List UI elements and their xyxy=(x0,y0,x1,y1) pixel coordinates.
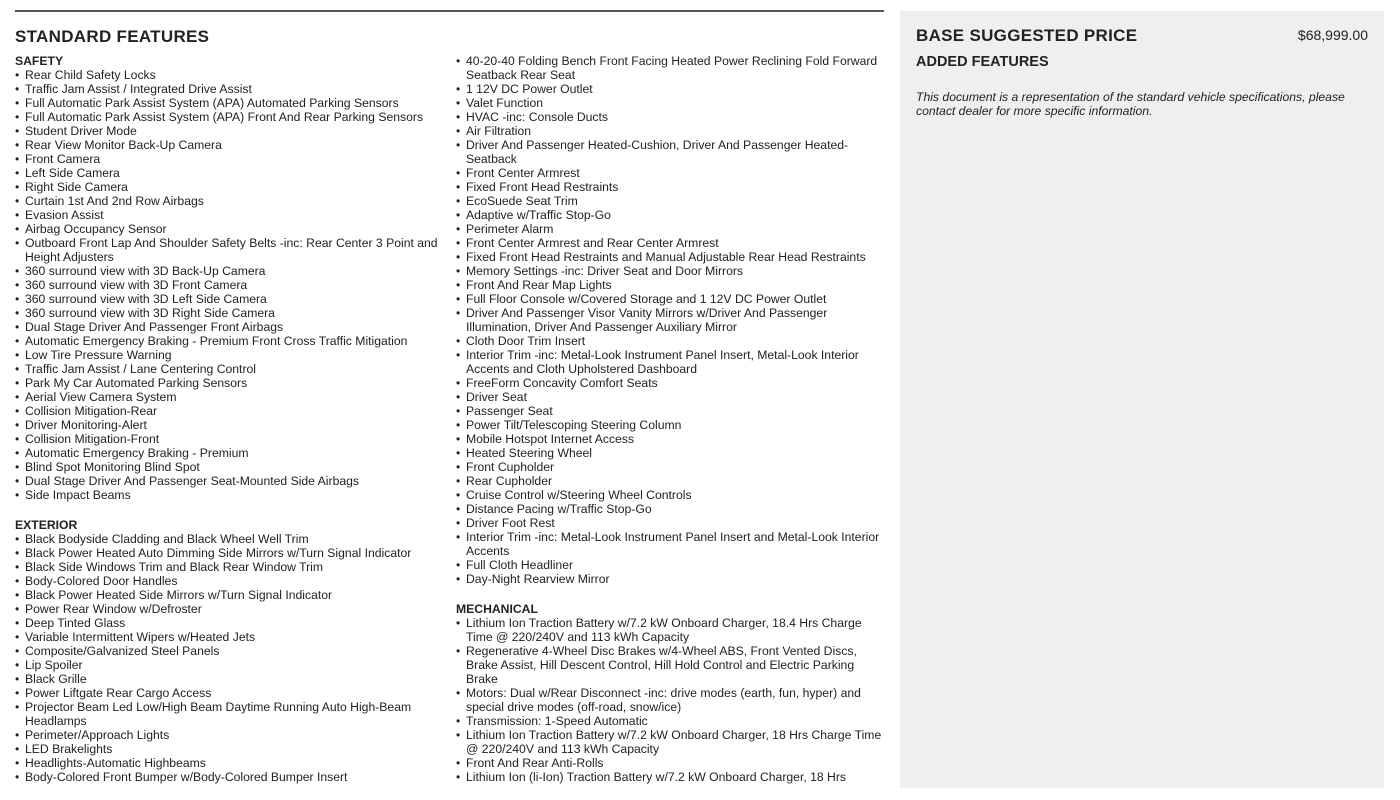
safety-feature-item: • Airbag Occupancy Sensor xyxy=(15,222,440,236)
mechanical-section xyxy=(456,602,882,784)
safety-feature-item: • Full Automatic Park Assist System (APA) Front And Rear Parking Sensors xyxy=(15,110,440,124)
safety-feature-item: • Curtain 1st And 2nd Row Airbags xyxy=(15,194,440,208)
safety-feature-item: • Dual Stage Driver And Passenger Front Airbags xyxy=(15,320,440,334)
interior-feature-item: • Mobile Hotspot Internet Access xyxy=(456,432,882,446)
safety-feature-item: • Traffic Jam Assist / Lane Centering Control xyxy=(15,362,440,376)
safety-feature-item: • Left Side Camera xyxy=(15,166,440,180)
safety-feature-item: • Traffic Jam Assist / Integrated Drive Assist xyxy=(15,82,440,96)
safety-feature-item: • Driver Monitoring-Alert xyxy=(15,418,440,432)
safety-feature-item: • 360 surround view with 3D Front Camera xyxy=(15,278,440,292)
safety-feature-item: • Aerial View Camera System xyxy=(15,390,440,404)
interior-feature-item: • Valet Function xyxy=(456,96,882,110)
safety-feature-item: • 360 surround view with 3D Back-Up Camera xyxy=(15,264,440,278)
safety-feature-item: • 360 surround view with 3D Right Side Camera xyxy=(15,306,440,320)
interior-feature-item: • Day-Night Rearview Mirror xyxy=(456,572,882,586)
safety-feature-item: • Right Side Camera xyxy=(15,180,440,194)
mechanical-feature-item: • Lithium Ion Traction Battery w/7.2 kW Onboard Charger, 18.4 Hrs Charge Time @ 220/240V and 113 kWh Capacity xyxy=(456,616,882,644)
page-title: STANDARD FEATURES xyxy=(15,27,210,46)
mechanical-feature-item: • Front And Rear Anti-Rolls xyxy=(456,756,882,770)
exterior-feature-item: • Headlights-Automatic Highbeams xyxy=(15,756,440,770)
interior-feature-item: • Interior Trim -inc: Metal-Look Instrument Panel Insert, Metal-Look Interior Accents and Cloth Upholstered Dashboard xyxy=(456,348,882,376)
interior-feature-item: • Driver And Passenger Heated-Cushion, Driver And Passenger Heated-Seatback xyxy=(456,138,882,166)
mechanical-feature-item: • Regenerative 4-Wheel Disc Brakes w/4-Wheel ABS, Front Vented Discs, Brake Assist, Hill Descent Control, Hill Hold Control and Electric Parking Brake xyxy=(456,644,882,686)
interior-feature-item: • Distance Pacing w/Traffic Stop-Go xyxy=(456,502,882,516)
interior-feature-item: • FreeForm Concavity Comfort Seats xyxy=(456,376,882,390)
interior-list xyxy=(456,54,882,586)
interior-feature-item: • Driver Seat xyxy=(456,390,882,404)
safety-feature-item: • Automatic Emergency Braking - Premium xyxy=(15,446,440,460)
interior-feature-item: • 1 12V DC Power Outlet xyxy=(456,82,882,96)
safety-feature-item: • Full Automatic Park Assist System (APA) Automated Parking Sensors xyxy=(15,96,440,110)
safety-list xyxy=(15,68,440,502)
interior-feature-item: • Cloth Door Trim Insert xyxy=(456,334,882,348)
interior-feature-item: • Power Tilt/Telescoping Steering Column xyxy=(456,418,882,432)
interior-feature-item: • Front Center Armrest and Rear Center Armrest xyxy=(456,236,882,250)
exterior-feature-item: • Body-Colored Front Bumper w/Body-Colored Bumper Insert xyxy=(15,770,440,784)
safety-feature-item: • Rear Child Safety Locks xyxy=(15,68,440,82)
interior-feature-item: • Air Filtration xyxy=(456,124,882,138)
interior-feature-item: • Full Cloth Headliner xyxy=(456,558,882,572)
exterior-feature-item: • Power Rear Window w/Defroster xyxy=(15,602,440,616)
disclaimer-text: This document is a representation of the standard vehicle specifications, please contact dealer for more specific information. xyxy=(916,90,1345,118)
safety-feature-item: • Collision Mitigation-Rear xyxy=(15,404,440,418)
interior-feature-item: • Front And Rear Map Lights xyxy=(456,278,882,292)
interior-feature-item: • Passenger Seat xyxy=(456,404,882,418)
exterior-feature-item: • Variable Intermittent Wipers w/Heated Jets xyxy=(15,630,440,644)
mechanical-heading: MECHANICAL xyxy=(456,602,538,616)
added-features-heading: ADDED FEATURES xyxy=(916,54,1049,70)
interior-feature-item: • Cruise Control w/Steering Wheel Controls xyxy=(456,488,882,502)
exterior-feature-item: • LED Brakelights xyxy=(15,742,440,756)
safety-feature-item: • Dual Stage Driver And Passenger Seat-Mounted Side Airbags xyxy=(15,474,440,488)
safety-feature-item: • Evasion Assist xyxy=(15,208,440,222)
safety-feature-item: • Rear View Monitor Back-Up Camera xyxy=(15,138,440,152)
interior-feature-item: • Front Center Armrest xyxy=(456,166,882,180)
safety-feature-item: • Outboard Front Lap And Shoulder Safety Belts -inc: Rear Center 3 Point and Height Adjusters xyxy=(15,236,440,264)
features-column-left xyxy=(15,54,440,800)
safety-section xyxy=(15,54,440,502)
safety-feature-item: • Automatic Emergency Braking - Premium Front Cross Traffic Mitigation xyxy=(15,334,440,348)
safety-feature-item: • Low Tire Pressure Warning xyxy=(15,348,440,362)
exterior-feature-item: • Lip Spoiler xyxy=(15,658,440,672)
exterior-feature-item: • Composite/Galvanized Steel Panels xyxy=(15,644,440,658)
mechanical-feature-item: • Lithium Ion Traction Battery w/7.2 kW Onboard Charger, 18 Hrs Charge Time @ 220/240V and 113 kWh Capacity xyxy=(456,728,882,756)
interior-feature-item: • Adaptive w/Traffic Stop-Go xyxy=(456,208,882,222)
interior-feature-item: • Full Floor Console w/Covered Storage and 1 12V DC Power Outlet xyxy=(456,292,882,306)
exterior-feature-item: • Deep Tinted Glass xyxy=(15,616,440,630)
interior-feature-item: • 40-20-40 Folding Bench Front Facing Heated Power Reclining Fold Forward Seatback Rear Seat xyxy=(456,54,882,82)
price-sidebar xyxy=(900,11,1384,788)
base-price-label: BASE SUGGESTED PRICE xyxy=(916,26,1138,45)
top-divider xyxy=(15,10,884,12)
interior-feature-item: • EcoSuede Seat Trim xyxy=(456,194,882,208)
exterior-feature-item: • Black Power Heated Side Mirrors w/Turn Signal Indicator xyxy=(15,588,440,602)
safety-heading: SAFETY xyxy=(15,54,64,68)
interior-feature-item: • Driver And Passenger Visor Vanity Mirrors w/Driver And Passenger Illumination, Driver And Passenger Auxiliary Mirror xyxy=(456,306,882,334)
exterior-feature-item: • Black Grille xyxy=(15,672,440,686)
exterior-feature-item: • Black Side Windows Trim and Black Rear Window Trim xyxy=(15,560,440,574)
exterior-feature-item: • Projector Beam Led Low/High Beam Daytime Running Auto High-Beam Headlamps xyxy=(15,700,440,728)
safety-feature-item: • Collision Mitigation-Front xyxy=(15,432,440,446)
exterior-feature-item: • Body-Colored Door Handles xyxy=(15,574,440,588)
mechanical-list xyxy=(456,616,882,784)
safety-feature-item: • Front Camera xyxy=(15,152,440,166)
exterior-feature-item: • Black Bodyside Cladding and Black Wheel Well Trim xyxy=(15,532,440,546)
mechanical-feature-item: • Lithium Ion (li-Ion) Traction Battery w/7.2 kW Onboard Charger, 18 Hrs xyxy=(456,770,882,784)
interior-feature-item: • Heated Steering Wheel xyxy=(456,446,882,460)
interior-feature-item: • Rear Cupholder xyxy=(456,474,882,488)
interior-feature-item: • Interior Trim -inc: Metal-Look Instrument Panel Insert and Metal-Look Interior Accents xyxy=(456,530,882,558)
exterior-list xyxy=(15,532,440,784)
exterior-feature-item: • Power Liftgate Rear Cargo Access xyxy=(15,686,440,700)
mechanical-feature-item: • Motors: Dual w/Rear Disconnect -inc: drive modes (earth, fun, hyper) and special drive modes (off-road, snow/ice) xyxy=(456,686,882,714)
safety-feature-item: • 360 surround view with 3D Left Side Camera xyxy=(15,292,440,306)
safety-feature-item: • Blind Spot Monitoring Blind Spot xyxy=(15,460,440,474)
interior-feature-item: • Front Cupholder xyxy=(456,460,882,474)
interior-feature-item: • Fixed Front Head Restraints xyxy=(456,180,882,194)
exterior-section xyxy=(15,518,440,784)
exterior-feature-item: • Perimeter/Approach Lights xyxy=(15,728,440,742)
interior-feature-item: • Fixed Front Head Restraints and Manual Adjustable Rear Head Restraints xyxy=(456,250,882,264)
features-column-right xyxy=(456,54,882,800)
base-price-value: $68,999.00 xyxy=(1297,27,1368,43)
safety-feature-item: • Side Impact Beams xyxy=(15,488,440,502)
interior-feature-item: • HVAC -inc: Console Ducts xyxy=(456,110,882,124)
interior-feature-item: • Memory Settings -inc: Driver Seat and Door Mirrors xyxy=(456,264,882,278)
safety-feature-item: • Park My Car Automated Parking Sensors xyxy=(15,376,440,390)
exterior-heading: EXTERIOR xyxy=(15,518,78,532)
safety-feature-item: • Student Driver Mode xyxy=(15,124,440,138)
exterior-feature-item: • Black Power Heated Auto Dimming Side Mirrors w/Turn Signal Indicator xyxy=(15,546,440,560)
interior-feature-item: • Perimeter Alarm xyxy=(456,222,882,236)
interior-section xyxy=(456,54,882,586)
mechanical-feature-item: • Transmission: 1-Speed Automatic xyxy=(456,714,882,728)
interior-feature-item: • Driver Foot Rest xyxy=(456,516,882,530)
